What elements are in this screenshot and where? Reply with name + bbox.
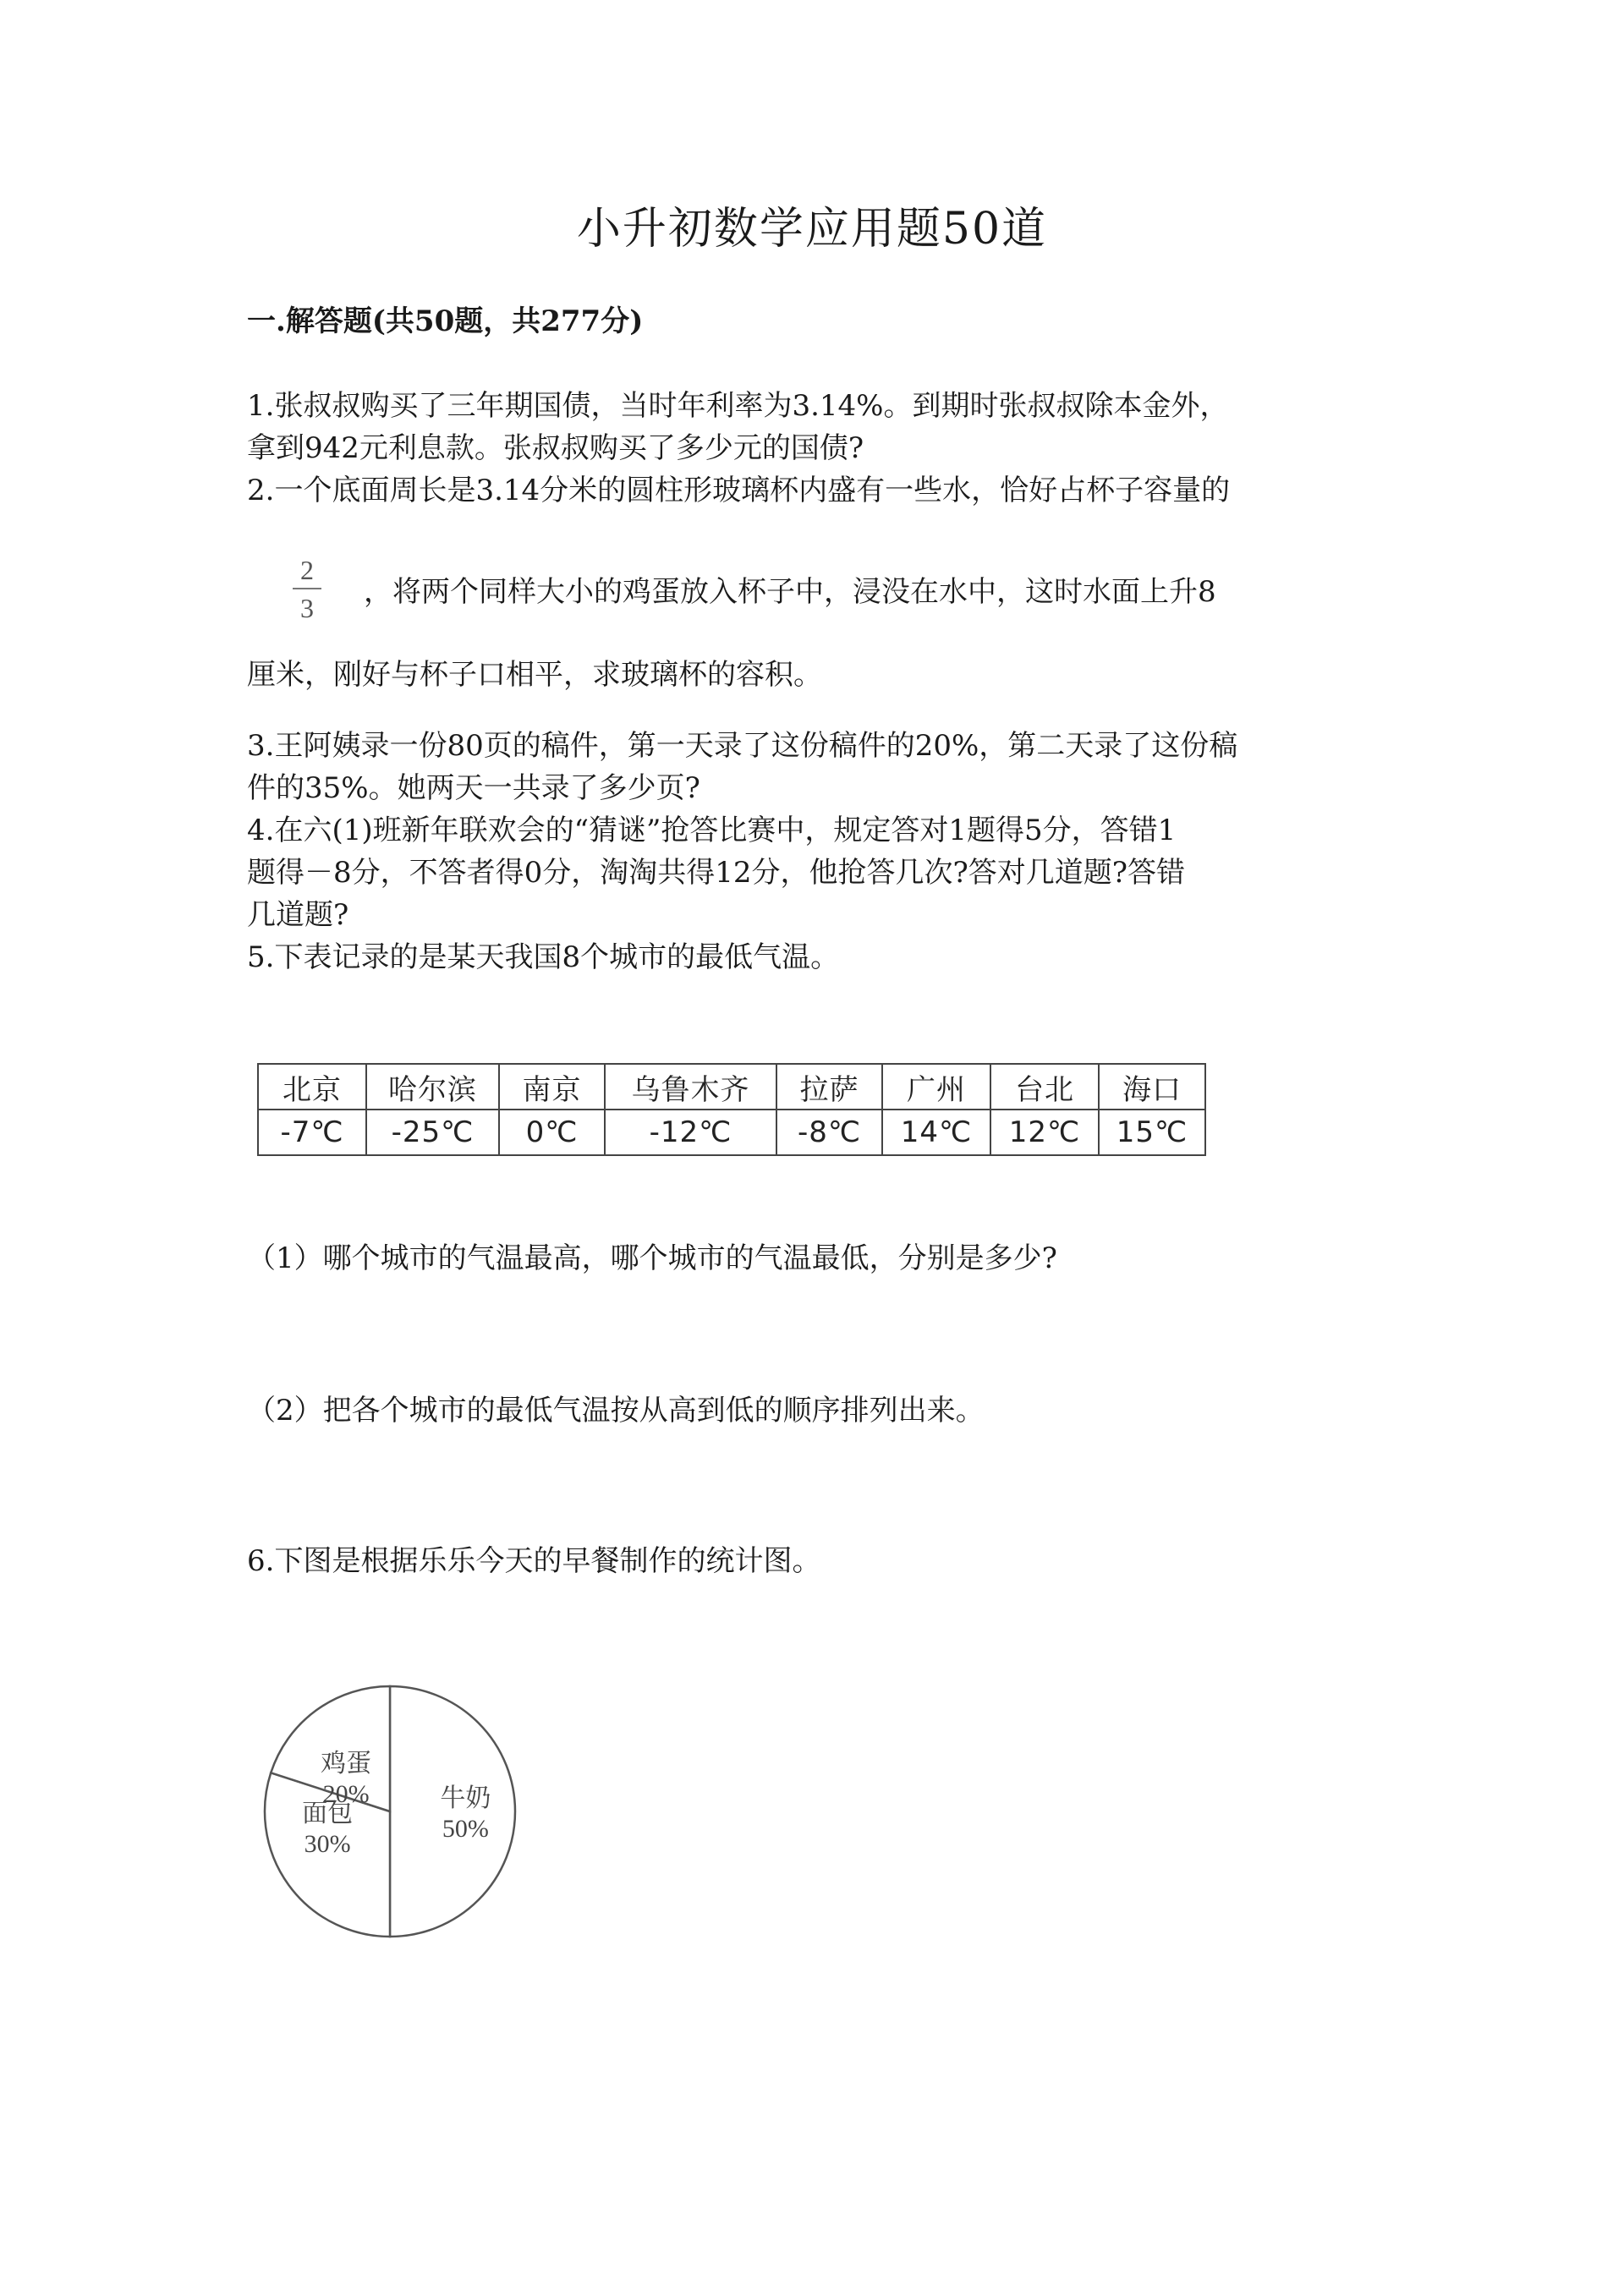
q4-line-3: 几道题? <box>247 898 349 932</box>
q1-line-2: 拿到942元利息款。张叔叔购买了多少元的国债? <box>247 431 864 465</box>
temp-cell: 12℃ <box>990 1110 1099 1155</box>
pie-label-1: 面包 <box>302 1798 354 1828</box>
q6-line-1: 6.下图是根据乐乐今天的早餐制作的统计图。 <box>247 1544 821 1578</box>
city-cell: 广州 <box>882 1064 990 1110</box>
temperature-table <box>257 1063 1206 1156</box>
temp-cell: 0℃ <box>499 1110 605 1155</box>
q2-line-3: 厘米，刚好与杯子口相平，求玻璃杯的容积。 <box>247 658 822 692</box>
page-title: 小升初数学应用题50道 <box>576 204 1048 255</box>
table-row <box>258 1110 1205 1155</box>
pie-percent-1: 30% <box>304 1829 351 1858</box>
q3-line-1: 3.王阿姨录一份80页的稿件，第一天录了这份稿件的20%，第二天录了这份稿 <box>247 729 1238 763</box>
q3-line-2: 件的35%。她两天一共录了多少页? <box>247 771 700 805</box>
pie-label-0: 牛奶 <box>440 1784 491 1813</box>
q5-sub-question-1: （1）哪个城市的气温最高，哪个城市的气温最低，分别是多少? <box>247 1241 1057 1275</box>
pie-percent-0: 50% <box>442 1815 489 1843</box>
section-heading: 一.解答题(共50题，共277分) <box>247 304 644 338</box>
temp-cell: -7℃ <box>258 1110 366 1155</box>
city-cell: 南京 <box>499 1064 605 1110</box>
temp-cell: -25℃ <box>366 1110 499 1155</box>
table-header-row <box>258 1064 1205 1110</box>
fraction-bar <box>293 588 321 589</box>
city-cell: 北京 <box>258 1064 366 1110</box>
q2-line-1: 2.一个底面周长是3.14分米的圆柱形玻璃杯内盛有一些水，恰好占杯子容量的 <box>247 474 1231 507</box>
q4-line-1: 4.在六(1)班新年联欢会的“猜谜”抢答比赛中，规定答对1题得5分，答错1 <box>247 814 1177 847</box>
city-cell: 乌鲁木齐 <box>605 1064 776 1110</box>
breakfast-pie-chart <box>261 1683 518 1940</box>
temp-cell: -8℃ <box>776 1110 882 1155</box>
fraction-denominator: 3 <box>300 593 314 623</box>
city-cell: 台北 <box>990 1064 1099 1110</box>
temp-cell: -12℃ <box>605 1110 776 1155</box>
temp-cell: 15℃ <box>1099 1110 1205 1155</box>
q1-line-1: 1.张叔叔购买了三年期国债，当时年利率为3.14%。到期时张叔叔除本金外， <box>247 389 1229 423</box>
city-cell: 海口 <box>1099 1064 1205 1110</box>
q5-line-1: 5.下表记录的是某天我国8个城市的最低气温。 <box>247 940 840 974</box>
q5-sub-question-2: （2）把各个城市的最低气温按从高到低的顺序排列出来。 <box>247 1394 985 1427</box>
temp-cell: 14℃ <box>882 1110 990 1155</box>
city-cell: 哈尔滨 <box>366 1064 499 1110</box>
pie-percent-2: 20% <box>322 1780 370 1809</box>
pie-label-2: 鸡蛋 <box>321 1749 372 1779</box>
fraction-two-thirds <box>293 555 321 624</box>
city-cell: 拉萨 <box>776 1064 882 1110</box>
q4-line-2: 题得－8分，不答者得0分，淘淘共得12分，他抢答几次?答对几道题?答错 <box>247 856 1185 890</box>
fraction-numerator: 2 <box>300 555 314 585</box>
q2-line-2: ，将两个同样大小的鸡蛋放入杯子中，浸没在水中，这时水面上升8 <box>364 575 1216 609</box>
